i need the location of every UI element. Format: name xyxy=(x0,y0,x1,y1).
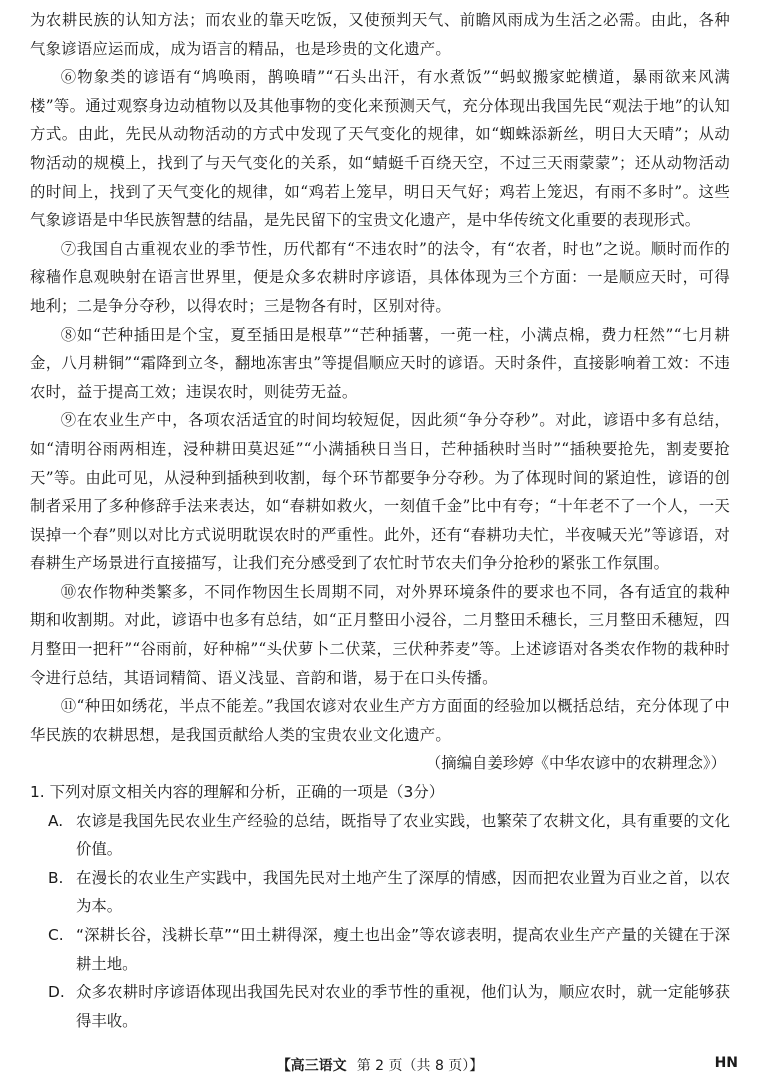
option-b[interactable] xyxy=(30,864,730,921)
option-c-text: “深耕长谷，浅耕长草”“田土耕得深，瘦土也出金”等农谚表明，提高农业生产产量的关键在于深耕土地。 xyxy=(76,926,730,973)
footer-subject: 【高三语文 xyxy=(276,1058,347,1074)
option-a-letter: A. xyxy=(48,811,64,830)
paragraph-6: ⑥物象类的谚语有“鸠唤雨，鹊唤晴”“石头出汗，有水煮饭”“蚂蚁搬家蛇横道，暴雨欲来风满楼”等。通过观察身边动植物以及其他事物的变化来预测天气，充分体现出我国先民“观法于地”的认知方式。由此，先民从动物活动的方式中发现了天气变化的规律，如“蜘蛛添新丝，明日大天晴”；从动物活动的规模上，找到了与天气变化的关系，如“蜻蜓千百绕天空，不过三天雨蒙蒙”；还从动物活动的时间上，找到了天气变化的规律，如“鸡若上笼早，明日天气好；鸡若上笼迟，有雨不多时”。这些气象谚语是中华民族智慧的结晶，是先民留下的宝贵文化遗产，是中华传统文化重要的表现形式。 xyxy=(30,68,730,230)
option-d[interactable] xyxy=(30,978,730,1035)
paragraph-11: ⑪“种田如绣花，半点不能差。”我国农谚对农业生产方方面面的经验加以概括总结，充分体现了中华民族的农耕思想，是我国贡献给人类的宝贵农业文化遗产。 xyxy=(30,697,730,744)
option-a[interactable] xyxy=(30,807,730,864)
footer-page-number: 第 2 页（共 8 页）】 xyxy=(356,1058,484,1074)
option-d-text: 众多农耕时序谚语体现出我国先民对农业的季节性的重视，他们认为，顺应农时，就一定能够获得丰收。 xyxy=(76,983,730,1030)
footer-region-code: HN xyxy=(714,1055,738,1071)
question-stem: 1. 下列对原文相关内容的理解和分析，正确的一项是（3分） xyxy=(30,783,445,802)
footer-center xyxy=(0,1055,760,1075)
source-citation: （摘编自姜珍婷《中华农谚中的农耕理念》） xyxy=(425,754,726,773)
option-c-letter: C. xyxy=(48,926,64,944)
paragraph-10: ⑩农作物种类繁多，不同作物因生长周期不同，对外界环境条件的要求也不同，各有适宜的栽种期和收割期。对此，谚语中也多有总结，如“正月整田小浸谷，二月整田禾穗长，三月整田禾穗短，四月整田一把秆”“谷雨前，好种棉”“头伏萝卜二伏菜，三伏种荞麦”等。上述谚语对各类农作物的栽种时令进行总结，其语词精简、语义浅显、音韵和谐，易于在口头传播。 xyxy=(30,582,730,687)
option-b-text: 在漫长的农业生产实践中，我国先民对土地产生了深厚的情感，因而把农业置为百业之首，以农为本。 xyxy=(76,868,730,916)
paragraph-continued: 为农耕民族的认知方法；而农业的靠天吃饭，又使预判天气、前瞻风雨成为生活之必需。由此，各种气象谚语应运而成，成为语言的精品，也是珍贵的文化遗产。 xyxy=(30,11,730,58)
option-d-letter: D. xyxy=(48,983,65,1002)
option-a-text: 农谚是我国先民农业生产经验的总结，既指导了农业实践，也繁荣了农耕文化，具有重要的文化价值。 xyxy=(76,811,730,859)
passage-body xyxy=(30,6,730,1035)
paragraph-8: ⑧如“芒种插田是个宝，夏至插田是根草”“芒种插薯，一蔸一柱，小满点棉，费力枉然”“七月耕金，八月耕铜”“霜降到立冬，翻地冻害虫”等提倡顺应天时的谚语。天时条件，直接影响着工效：不违农时，益于提高工效；违误农时，则徒劳无益。 xyxy=(30,325,730,401)
option-c[interactable] xyxy=(30,921,730,978)
page-footer xyxy=(0,1053,760,1079)
paragraph-7: ⑦我国自古重视农业的季节性，历代都有“不违农时”的法令，有“农者，时也”之说。顺时而作的稼穑作息观映射在语言世界里，便是众多农耕时序谚语，具体体现为三个方面：一是顺应天时，可得地利；二是争分夺秒，以得农时；三是物各有时，区别对待。 xyxy=(30,239,730,315)
paragraph-9: ⑨在农业生产中，各项农活适宜的时间均较短促，因此须“争分夺秒”。对此，谚语中多有总结，如“清明谷雨两相连，浸种耕田莫迟延”“小满插秧日当日，芒种插秧时当时”“插秧要抢先，割麦要抢天”等。由此可见，从浸种到插秧到收割，每个环节都要争分夺秒。为了体现时间的紧迫性，谚语的创制者采用了多种修辞手法来表达，如“春耕如救火，一刻值千金”比中有夸；“十年老不了一个人，一天误掉一个春”则以对比方式说明耽误农时的严重性。此外，还有“春耕功夫忙，半夜喊天光”等谚语，对春耕生产场景进行直接描写，让我们充分感受到了农忙时节农夫们争分抢秒的紧张工作氛围。 xyxy=(30,411,730,573)
option-b-letter: B. xyxy=(48,868,64,887)
